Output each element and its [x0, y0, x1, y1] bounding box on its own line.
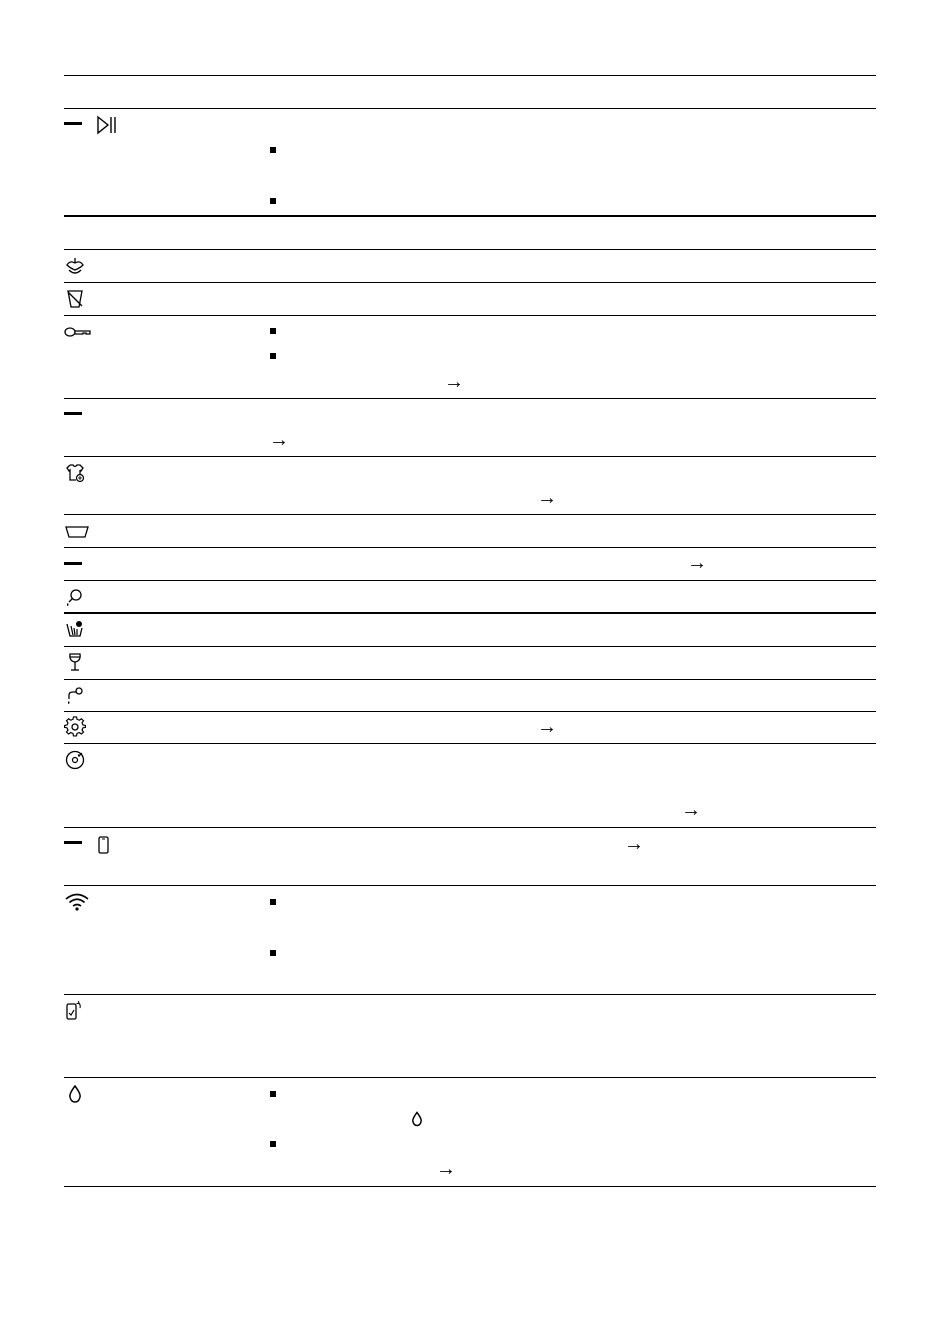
- bullet: [270, 1091, 276, 1097]
- section-rule: [64, 215, 876, 217]
- bullet: [270, 353, 276, 359]
- bullet: [270, 147, 276, 153]
- dash-icon: [64, 412, 82, 415]
- bullet: [270, 950, 276, 956]
- wine-glass-icon: [64, 651, 86, 673]
- row-rule: [64, 743, 876, 744]
- dash-icon: [64, 841, 82, 844]
- row-rule: [64, 1077, 876, 1078]
- arrow-icon: →: [537, 716, 557, 738]
- drum-clean-icon: [64, 255, 86, 277]
- shirt-plus-icon: [64, 462, 86, 484]
- row-rule: [64, 282, 876, 283]
- no-iron-icon: [64, 288, 86, 310]
- tap-rinse-icon: [64, 586, 86, 608]
- row-rule: [64, 646, 876, 647]
- phone-connect-icon: [64, 1000, 86, 1022]
- row-rule: [64, 679, 876, 680]
- row-rule: [64, 456, 876, 457]
- section-rule: [64, 612, 876, 614]
- row-rule: [64, 249, 876, 250]
- row-rule: [64, 827, 876, 828]
- dial-icon: [64, 749, 86, 771]
- header-rule: [64, 108, 876, 109]
- row-rule: [64, 514, 876, 515]
- row-rule: [64, 885, 876, 886]
- tub-icon: [64, 520, 90, 542]
- dash-icon: [64, 122, 82, 125]
- play-pause-icon: [96, 114, 118, 136]
- arrow-icon: →: [681, 799, 701, 821]
- arrow-icon: →: [687, 552, 707, 574]
- bullet: [270, 198, 276, 204]
- phone-icon: [96, 834, 118, 856]
- arrow-icon: →: [537, 487, 557, 509]
- row-rule: [64, 398, 876, 399]
- gear-icon: [64, 716, 86, 738]
- table-top-rule: [64, 75, 876, 76]
- row-rule: [64, 315, 876, 316]
- tap-icon: [64, 684, 86, 706]
- arrow-icon: →: [436, 1158, 456, 1180]
- dash-icon: [64, 562, 82, 565]
- wifi-icon: [64, 891, 90, 913]
- water-drop-icon: [408, 1110, 426, 1128]
- key-child-lock-icon: [64, 321, 92, 343]
- row-rule: [64, 711, 876, 712]
- row-rule: [64, 994, 876, 995]
- row-rule: [64, 580, 876, 581]
- arrow-icon: →: [444, 371, 464, 393]
- arrow-icon: →: [269, 429, 289, 451]
- bullet: [270, 328, 276, 334]
- bullet: [270, 899, 276, 905]
- row-rule: [64, 547, 876, 548]
- hand-wash-icon: [64, 618, 86, 640]
- bullet: [270, 1141, 276, 1147]
- water-drop-icon: [64, 1083, 86, 1105]
- table-bottom-rule: [64, 1186, 876, 1187]
- arrow-icon: →: [624, 833, 644, 855]
